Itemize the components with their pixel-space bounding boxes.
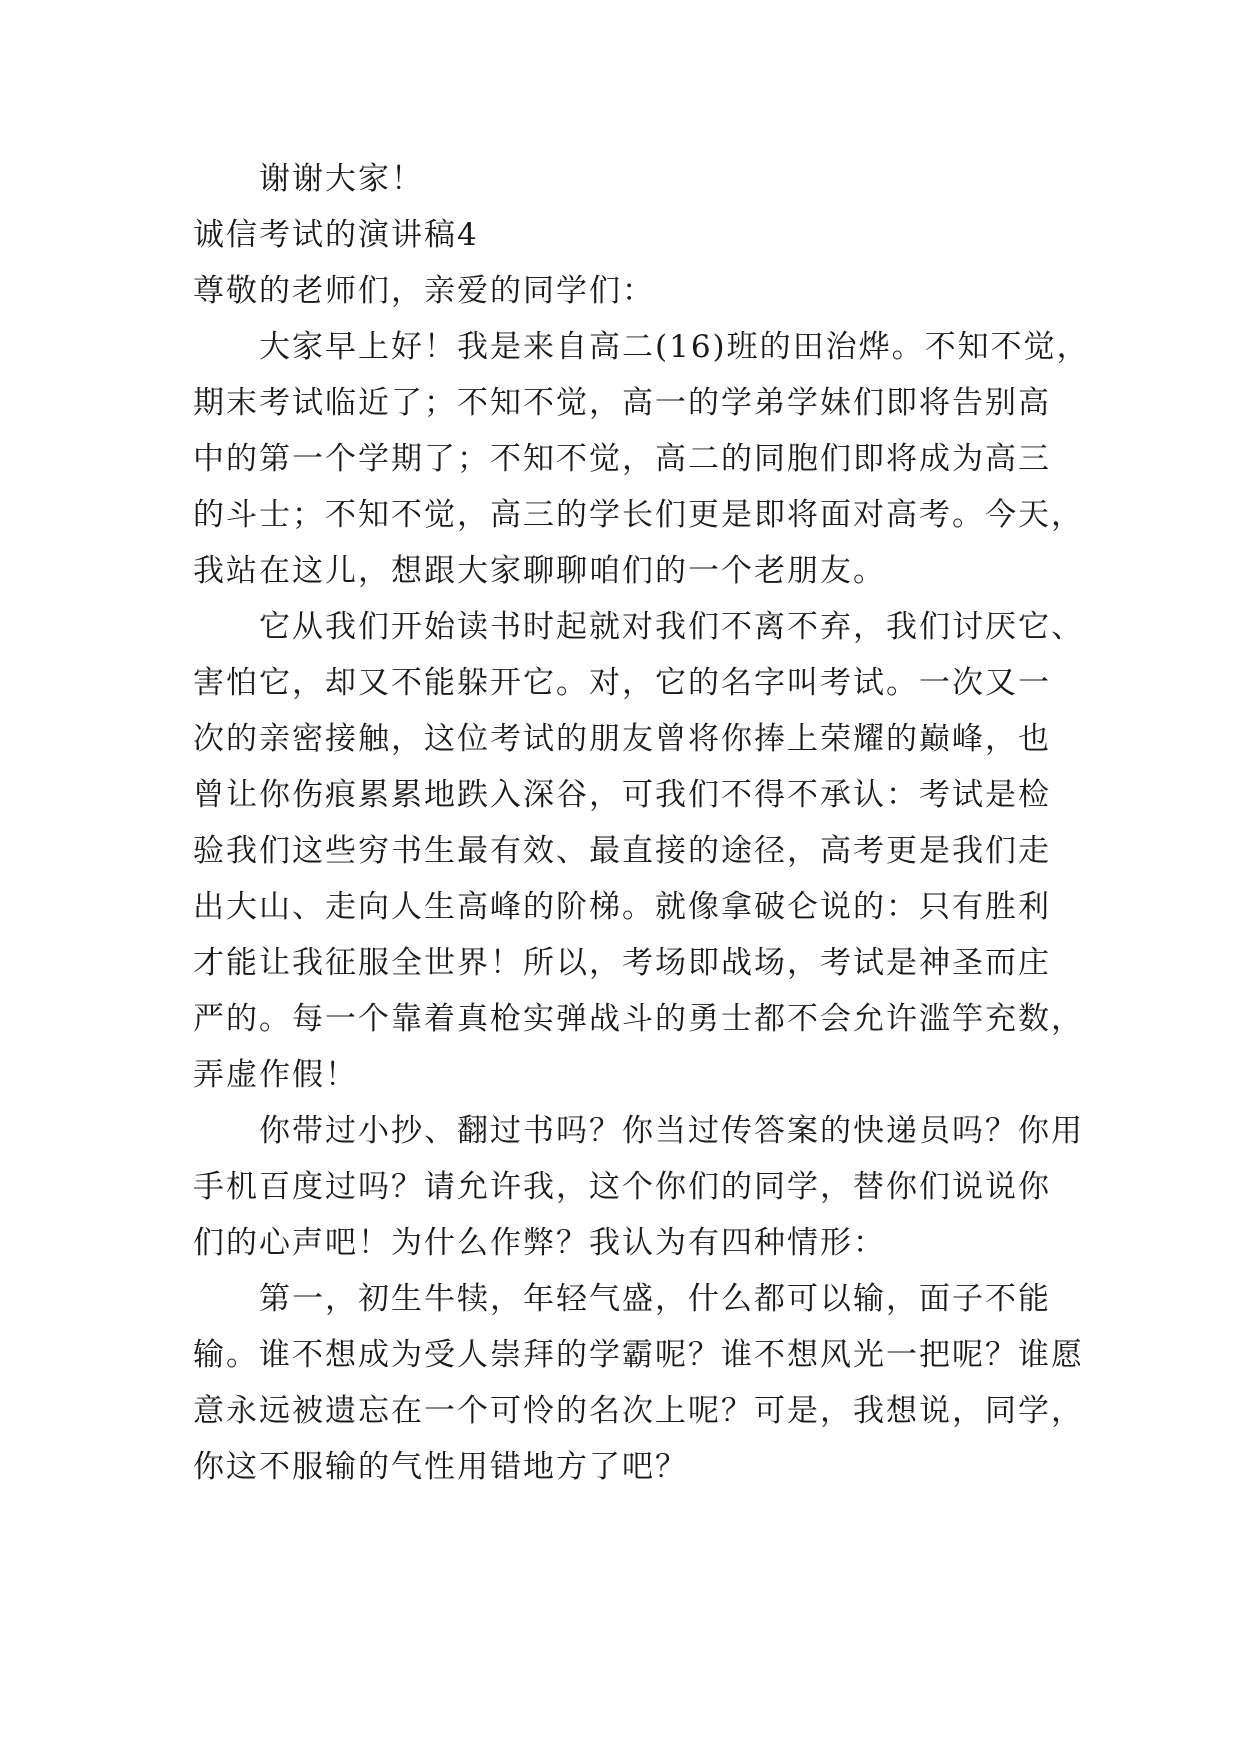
paragraph-line: 你这不服输的气性用错地方了吧？ [193,1449,688,1485]
paragraph-line: 意永远被遗忘在一个可怜的名次上呢？可是，我想说，同学， [193,1393,1084,1429]
paragraph-line: 我站在这儿，想跟大家聊聊咱们的一个老朋友。 [193,553,886,589]
paragraph-line: 第一，初生牛犊，年轻气盛，什么都可以输，面子不能 [259,1281,1051,1317]
paragraph-1 [193,328,1090,590]
paragraph-line: 次的亲密接触，这位考试的朋友曾将你捧上荣耀的巅峰，也 [193,721,1051,757]
document-title: 诚信考试的演讲稿4 [193,217,479,253]
paragraph-line: 输。谁不想成为受人崇拜的学霸呢？谁不想风光一把呢？谁愿 [193,1337,1084,1373]
paragraph-line: 弄虚作假！ [193,1057,358,1093]
paragraph-line: 害怕它，却又不能躲开它。对，它的名字叫考试。一次又一 [193,665,1051,701]
closing-line: 谢谢大家！ [259,161,424,197]
paragraph-line: 们的心声吧！为什么作弊？我认为有四种情形： [193,1225,886,1261]
paragraph-line: 大家早上好！我是来自高二(16)班的田治烨。不知不觉， [259,329,1090,365]
paragraph-line: 才能让我征服全世界！所以，考场即战场，考试是神圣而庄 [193,945,1051,981]
paragraph-line: 手机百度过吗？请允许我，这个你们的同学，替你们说说你 [193,1169,1051,1205]
paragraph-line: 期末考试临近了；不知不觉，高一的学弟学妹们即将告别高 [193,385,1051,421]
document-page [193,160,1090,1504]
paragraph-line: 曾让你伤痕累累地跌入深谷，可我们不得不承认：考试是检 [193,777,1051,813]
paragraph-line: 出大山、走向人生高峰的阶梯。就像拿破仑说的：只有胜利 [193,889,1051,925]
paragraph-line: 的斗士；不知不觉，高三的学长们更是即将面对高考。今天， [193,497,1084,533]
salutation: 尊敬的老师们，亲爱的同学们： [193,273,655,309]
paragraph-line: 严的。每一个靠着真枪实弹战斗的勇士都不会允许滥竽充数， [193,1001,1084,1037]
paragraph-2 [193,608,1084,1094]
paragraph-line: 它从我们开始读书时起就对我们不离不弃，我们讨厌它、 [259,609,1084,645]
paragraph-line: 你带过小抄、翻过书吗？你当过传答案的快递员吗？你用 [259,1113,1084,1149]
paragraph-3 [193,1112,1084,1262]
paragraph-line: 中的第一个学期了；不知不觉，高二的同胞们即将成为高三 [193,441,1051,477]
paragraph-line: 验我们这些穷书生最有效、最直接的途径，高考更是我们走 [193,833,1051,869]
paragraph-4 [193,1280,1084,1486]
